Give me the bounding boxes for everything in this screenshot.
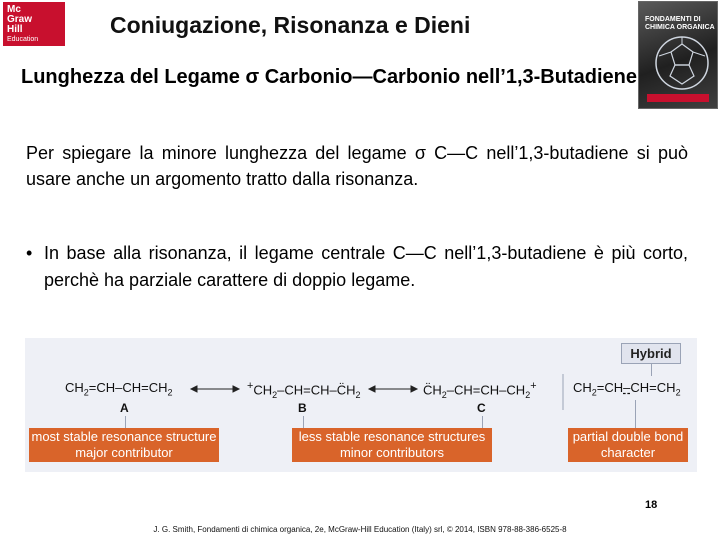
caption-minor-contributors: less stable resonance structures minor contributors	[292, 428, 492, 462]
connector-b	[303, 416, 304, 428]
structure-a-label: A	[120, 401, 129, 415]
resonance-arrow-1-right-head	[233, 386, 239, 392]
book-publisher-band	[647, 94, 709, 102]
logo-line-4: Education	[7, 36, 39, 43]
structure-c-label: C	[477, 401, 486, 415]
connector-hybrid	[635, 400, 636, 428]
resonance-arrow-2-right-head	[411, 386, 417, 392]
bullet-marker: •	[26, 243, 33, 263]
caption-major-contributor: most stable resonance structure major contributor	[29, 428, 219, 462]
resonance-arrow-1-left-head	[191, 386, 197, 392]
resonance-structure-c: $C̈H_2-CH=CH-CH_2^+$	[423, 380, 537, 400]
logo-line-2: Graw	[7, 14, 33, 25]
resonance-structure-a: $CH_2=CH-CH=CH_2$	[65, 380, 173, 398]
hybrid-structure: $CH_2=CH-CH=CH_2$	[573, 380, 681, 398]
resonance-arrow-2-left-head	[369, 386, 375, 392]
mcgraw-hill-logo	[3, 2, 65, 46]
caption-partial-double-bond: partial double bond character	[568, 428, 688, 462]
structure-b-label: B	[298, 401, 307, 415]
intro-paragraph: Per spiegare la minore lunghezza del legame σ C—C nell’1,3-butadiene si può usare anche un argomento tratto dalla risonanza.	[26, 143, 688, 189]
hybrid-label: Hybrid	[621, 343, 681, 364]
bullet-point	[26, 240, 688, 294]
logo-line-3: Hill	[7, 24, 23, 35]
logo-line-1: Mc	[7, 4, 21, 15]
footer-citation: J. G. Smith, Fondamenti di chimica organica, 2e, McGraw-Hill Education (Italy) srl, © 2014, ISBN 978-88-386-6525-8	[153, 525, 567, 534]
connector-a	[125, 416, 126, 428]
connector-c	[482, 416, 483, 428]
book-cover-image	[638, 1, 718, 109]
resonance-figure	[25, 338, 697, 472]
bullet-text: In base alla risonanza, il legame centrale C—C nell’1,3-butadiene è più corto, perchè ha parziale carattere di doppio legame.	[44, 243, 688, 290]
header-title: Coniugazione, Risonanza e Dieni	[110, 12, 471, 38]
slide-title: Lunghezza del Legame σ Carbonio—Carbonio nell’1,3-Butadiene	[21, 66, 637, 88]
resonance-structure-b: $^+CH_2-CH=CH-C̈H_2$	[247, 380, 361, 400]
book-title: FONDAMENTI DI CHIMICA ORGANICA	[645, 16, 715, 31]
page-number: 18	[645, 499, 658, 511]
